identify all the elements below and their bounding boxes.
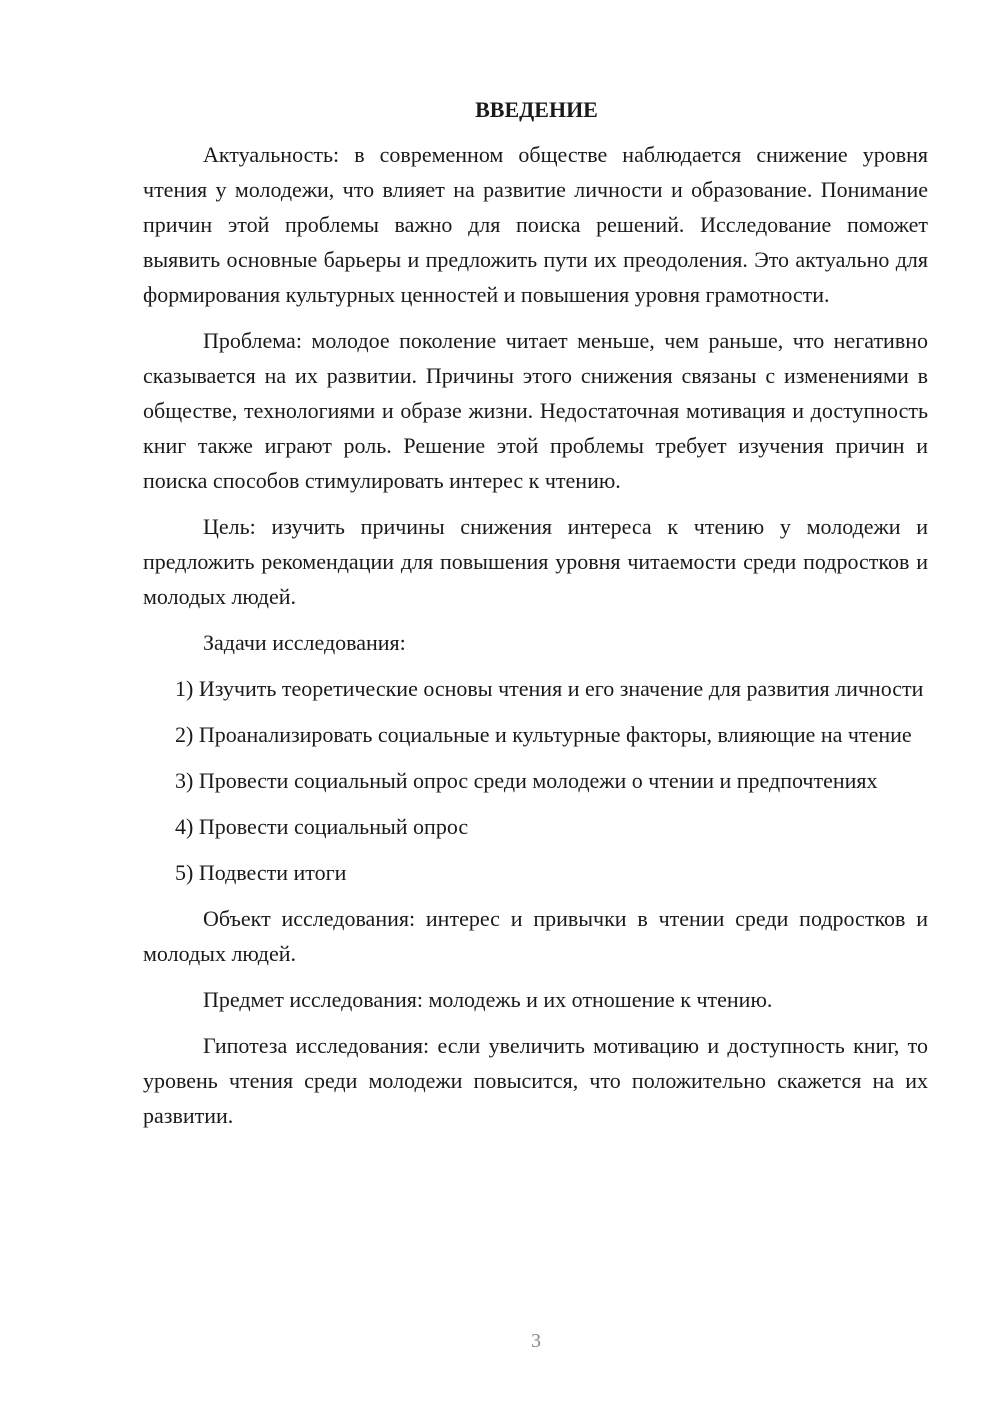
relevance-paragraph: Актуальность: в современном обществе наблюдается снижение уровня чтения у молодежи, что влияет на развитие личности и образование. Понимание причин этой проблемы важно для поиска решений. Исследование поможет выявить основные барьеры и предложить пути их преодоления. Это актуально для формирования культурных ценностей и повышения уровня грамотности. <box>143 142 928 307</box>
goal-paragraph: Цель: изучить причины снижения интереса к чтению у молодежи и предложить рекомендации для повышения уровня читаемости среди подростков и молодых людей. <box>143 514 928 609</box>
page-title: ВВЕДЕНИЕ <box>475 97 598 122</box>
hypothesis-paragraph: Гипотеза исследования: если увеличить мотивацию и доступность книг, то уровень чтения среди молодежи повысится, что положительно скажется на их развитии. <box>143 1033 928 1128</box>
task-item: 4) Провести социальный опрос <box>175 814 469 839</box>
task-item: 3) Провести социальный опрос среди молодежи о чтении и предпочтениях <box>175 768 878 793</box>
task-item: 1) Изучить теоретические основы чтения и его значение для развития личности <box>175 676 924 701</box>
tasks-heading: Задачи исследования: <box>203 630 406 655</box>
task-item: 2) Проанализировать социальные и культурные факторы, влияющие на чтение <box>175 722 912 747</box>
document-page <box>143 92 928 1144</box>
tasks-list <box>143 671 928 890</box>
subject-paragraph: Предмет исследования: молодежь и их отношение к чтению. <box>203 987 773 1012</box>
task-item: 5) Подвести итоги <box>175 860 347 885</box>
problem-paragraph: Проблема: молодое поколение читает меньше, чем раньше, что негативно сказывается на их развитии. Причины этого снижения связаны с изменениями в обществе, технологиями и образе жизни. Недостаточная мотивация и доступность книг также играют роль. Решение этой проблемы требует изучения причин и поиска способов стимулировать интерес к чтению. <box>143 328 928 493</box>
object-paragraph: Объект исследования: интерес и привычки в чтении среди подростков и молодых людей. <box>143 906 928 966</box>
page-number: 3 <box>531 1330 541 1352</box>
